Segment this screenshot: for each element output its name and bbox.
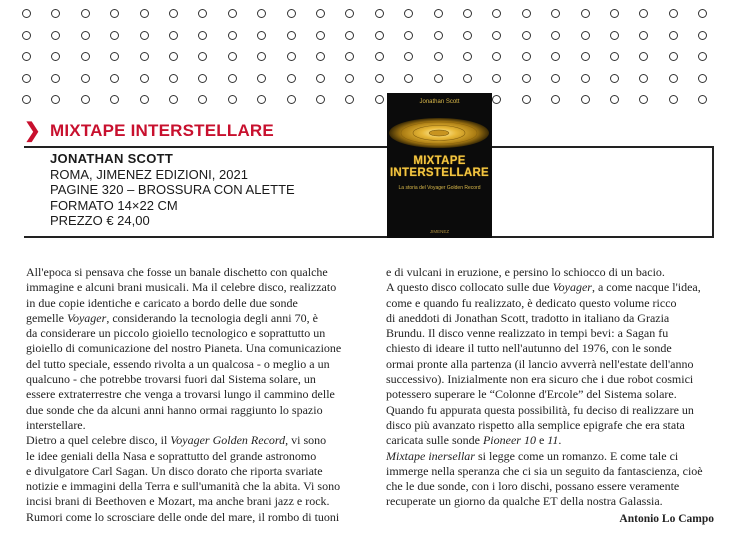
text-line: immagine e alcuni brani musicali. Ma il celebre disco, realizzato xyxy=(26,280,337,295)
text-line: Dietro a quel celebre disco, il Voyager Golden Record, vi sono xyxy=(26,433,327,448)
dot-ornament xyxy=(610,74,619,83)
dot-ornament xyxy=(316,52,325,61)
text-line: in due copie identiche e caricato a bordo delle due sonde xyxy=(26,295,298,310)
dot-ornament xyxy=(669,52,678,61)
dot-ornament xyxy=(198,95,207,104)
text-line: disco più avanzato rispetto alla semplice epigrafe che era stata xyxy=(386,417,685,432)
dot-ornament xyxy=(522,95,531,104)
dot-ornament xyxy=(522,74,531,83)
dot-ornament xyxy=(110,74,119,83)
article-body-left xyxy=(26,265,366,525)
dot-ornament xyxy=(51,9,60,18)
text-line: successivo). Inizialmente non era sicuro che i due robot cosmici xyxy=(386,372,694,387)
dot-ornament xyxy=(522,9,531,18)
header-rule-right xyxy=(712,146,714,238)
article-header xyxy=(24,121,274,141)
dot-ornament xyxy=(610,9,619,18)
dot-ornament xyxy=(551,74,560,83)
dot-ornament xyxy=(169,9,178,18)
dot-ornament xyxy=(669,74,678,83)
text-line: e divulgatore Carl Sagan. Un disco dorato che riporta svariate xyxy=(26,463,323,478)
dot-ornament xyxy=(551,31,560,40)
dot-ornament xyxy=(22,31,31,40)
dot-ornament xyxy=(639,74,648,83)
dot-ornament xyxy=(434,74,443,83)
cover-title: MIXTAPE INTERSTELLARE xyxy=(389,155,490,179)
book-author: JONATHAN SCOTT xyxy=(50,151,174,166)
text-line: A questo disco collocato sulle due Voyager, a come nacque l'idea, xyxy=(386,280,701,295)
text-line: Mixtape inersellar si legge come un romanzo. E come tale ci xyxy=(386,448,679,463)
dot-ornament xyxy=(228,74,237,83)
text-line: come e quando fu realizzato, è dedicato questo volume ricco xyxy=(386,295,677,310)
dot-ornament xyxy=(287,9,296,18)
article-title: MIXTAPE INTERSTELLARE xyxy=(50,121,274,140)
dot-ornament xyxy=(669,95,678,104)
dot-ornament xyxy=(669,31,678,40)
dot-ornament xyxy=(51,74,60,83)
italic-term: Voyager Golden Record xyxy=(170,433,286,448)
dot-ornament xyxy=(551,95,560,104)
dot-ornament xyxy=(434,31,443,40)
dot-ornament xyxy=(228,52,237,61)
text-line: qualcuno - che potrebbe trovarsi fuori dal Sistema solare, un xyxy=(26,372,316,387)
dot-ornament xyxy=(551,9,560,18)
golden-record-icon xyxy=(387,107,492,157)
dot-ornament xyxy=(228,95,237,104)
text-line: da considerare un piccolo gioiello tecnologico e soprattutto un xyxy=(26,326,326,341)
cover-subtitle: La storia del Voyager Golden Record xyxy=(398,185,481,191)
dot-ornament xyxy=(51,95,60,104)
italic-term: Mixtape inersellar xyxy=(386,448,475,463)
text-line: interstellare. xyxy=(26,417,86,432)
dot-ornament xyxy=(316,74,325,83)
dot-ornament xyxy=(287,74,296,83)
text-line: Rumori come lo scrosciare delle onde del mare, il rombo di tuoni xyxy=(26,509,340,524)
dot-ornament xyxy=(345,9,354,18)
dot-ornament xyxy=(257,74,266,83)
dot-ornament xyxy=(375,95,384,104)
dot-ornament xyxy=(228,9,237,18)
dot-ornament xyxy=(81,9,90,18)
dot-ornament xyxy=(51,31,60,40)
dot-ornament xyxy=(287,52,296,61)
dot-ornament xyxy=(639,52,648,61)
dot-ornament xyxy=(581,31,590,40)
dot-ornament xyxy=(522,52,531,61)
dot-ornament xyxy=(375,31,384,40)
dot-ornament xyxy=(345,74,354,83)
italic-term: Voyager xyxy=(66,310,107,325)
dot-ornament xyxy=(140,74,149,83)
book-publisher: ROMA, JIMENEZ EDIZIONI, 2021 xyxy=(50,166,248,182)
text-line: caricata sulle sonde Pioneer 10 e 11. xyxy=(386,433,562,448)
dot-ornament xyxy=(698,95,707,104)
dot-ornament xyxy=(581,74,590,83)
dot-ornament xyxy=(169,31,178,40)
dot-ornament xyxy=(257,52,266,61)
italic-term: Voyager xyxy=(552,280,592,295)
dot-ornament xyxy=(345,52,354,61)
dot-ornament xyxy=(169,95,178,104)
dot-ornament xyxy=(463,31,472,40)
book-price: PREZZO € 24,00 xyxy=(50,213,150,229)
text-line: e di vulcani in eruzione, e persino lo schiocco di un bacio. xyxy=(386,265,665,279)
dot-ornament xyxy=(81,52,90,61)
dot-ornament xyxy=(198,52,207,61)
dot-ornament xyxy=(169,74,178,83)
text-line: recuperate un giorno da qualche ET della nostra Galassia. xyxy=(386,494,663,509)
dot-ornament xyxy=(492,52,501,61)
text-line: del tutto speciale, essendo rivolta a un qualcosa - o meglio a un xyxy=(26,356,330,371)
dot-ornament xyxy=(551,52,560,61)
text-line: chiesto di ideare il tutto nell'autunno del 1976, con le sonde xyxy=(386,341,672,356)
book-details xyxy=(50,151,295,229)
text-line: immerge nella speranza che ci sia un seguito da fantascienza, cioè xyxy=(386,463,703,478)
dot-ornament xyxy=(463,52,472,61)
dot-ornament xyxy=(140,31,149,40)
dot-ornament xyxy=(22,52,31,61)
dot-ornament xyxy=(639,9,648,18)
dot-ornament xyxy=(51,52,60,61)
dot-ornament xyxy=(492,95,501,104)
dot-ornament xyxy=(81,74,90,83)
dot-ornament xyxy=(22,9,31,18)
article-signature: Antonio Lo Campo xyxy=(619,513,714,525)
book-cover xyxy=(387,93,492,238)
text-line: le idee geniali della Nasa e soprattutto del grande astronomo xyxy=(26,448,317,463)
dot-ornament xyxy=(81,31,90,40)
dot-ornament xyxy=(316,95,325,104)
dot-ornament xyxy=(463,9,472,18)
dot-ornament xyxy=(375,9,384,18)
dot-ornament xyxy=(257,9,266,18)
dot-ornament xyxy=(698,52,707,61)
text-line: essere extraterrestre che venga a trovarsi lungo il cammino delle xyxy=(26,387,335,402)
dot-ornament xyxy=(669,9,678,18)
text-line: incisi brani di Beethoven e Mozart, ma anche brani jazz e rock. xyxy=(26,494,330,509)
text-line: che le due sonde, con i loro dischi, possano essere veramente xyxy=(386,479,680,494)
dot-ornament xyxy=(698,31,707,40)
dot-ornament xyxy=(492,31,501,40)
text-line: di aneddoti di Jonathan Scott, tradotto in italiano da Grazia xyxy=(386,310,670,325)
dot-ornament xyxy=(581,9,590,18)
header-rule-bottom xyxy=(24,236,714,238)
dot-ornament xyxy=(375,74,384,83)
dot-ornament xyxy=(434,9,443,18)
dot-ornament xyxy=(140,52,149,61)
text-line: notizie e immagini della Terra e sull'umanità che la abita. Vi sono xyxy=(26,479,341,494)
dot-ornament xyxy=(581,52,590,61)
dot-ornament xyxy=(492,9,501,18)
dot-ornament xyxy=(639,95,648,104)
dot-ornament xyxy=(434,52,443,61)
dot-ornament xyxy=(581,95,590,104)
dot-ornament xyxy=(198,31,207,40)
dot-ornament xyxy=(287,31,296,40)
dot-ornament xyxy=(257,95,266,104)
cover-publisher: JIMENEZ xyxy=(429,229,450,234)
dot-ornament xyxy=(345,95,354,104)
dot-ornament xyxy=(257,31,266,40)
text-line: gioiello di comunicazione del nostro Pianeta. Una comunicazione xyxy=(26,341,342,356)
chevron-right-icon: ❯ xyxy=(24,120,41,142)
dot-ornament xyxy=(22,95,31,104)
dot-ornament xyxy=(316,31,325,40)
italic-term: 11 xyxy=(547,433,559,448)
dot-ornament xyxy=(492,74,501,83)
dot-ornament xyxy=(140,9,149,18)
dot-ornament xyxy=(463,74,472,83)
dot-ornament xyxy=(287,95,296,104)
dot-ornament xyxy=(404,74,413,83)
text-line: Quando fu appurata questa possibilità, fu deciso di realizzare un xyxy=(386,402,694,417)
dot-ornament xyxy=(110,9,119,18)
dot-ornament xyxy=(522,31,531,40)
dot-ornament xyxy=(610,95,619,104)
text-line: Brundu. Il disco venne realizzato in tempi bevi: a Sagan fu xyxy=(386,326,669,341)
text-line: ormai pronte alla partenza (il lancio avverrà nell'estate dell'anno xyxy=(386,356,694,371)
dot-ornament xyxy=(610,31,619,40)
dot-ornament xyxy=(140,95,149,104)
dot-ornament xyxy=(345,31,354,40)
dot-ornament xyxy=(316,9,325,18)
dot-ornament xyxy=(110,31,119,40)
dot-ornament xyxy=(404,31,413,40)
decorative-dot-grid xyxy=(22,9,722,109)
text-line: potessero superare le “Colonne d'Ercole” del Sistema solare. xyxy=(386,387,677,402)
dot-ornament xyxy=(610,52,619,61)
book-format: FORMATO 14×22 CM xyxy=(50,197,178,213)
dot-ornament xyxy=(639,31,648,40)
dot-ornament xyxy=(698,74,707,83)
header-rule-top xyxy=(24,146,714,148)
dot-ornament xyxy=(698,9,707,18)
dot-ornament xyxy=(404,9,413,18)
dot-ornament xyxy=(198,74,207,83)
text-line: All'epoca si pensava che fosse un banale dischetto con qualche xyxy=(26,265,328,279)
dot-ornament xyxy=(110,52,119,61)
text-line: gemelle Voyager, considerando la tecnologia degli anni 70, è xyxy=(26,310,318,325)
dot-ornament xyxy=(228,31,237,40)
dot-ornament xyxy=(375,52,384,61)
dot-ornament xyxy=(404,52,413,61)
text-line: due sonde che da alcuni anni hanno ormai raggiunto lo spazio xyxy=(26,402,323,417)
italic-term: Pioneer 10 xyxy=(482,433,536,448)
article-body-right xyxy=(386,265,716,510)
cover-author: Jonathan Scott xyxy=(419,99,460,105)
dot-ornament xyxy=(81,95,90,104)
dot-ornament xyxy=(22,74,31,83)
dot-ornament xyxy=(169,52,178,61)
book-pages: PAGINE 320 – BROSSURA CON ALETTE xyxy=(50,182,295,198)
dot-ornament xyxy=(198,9,207,18)
dot-ornament xyxy=(110,95,119,104)
